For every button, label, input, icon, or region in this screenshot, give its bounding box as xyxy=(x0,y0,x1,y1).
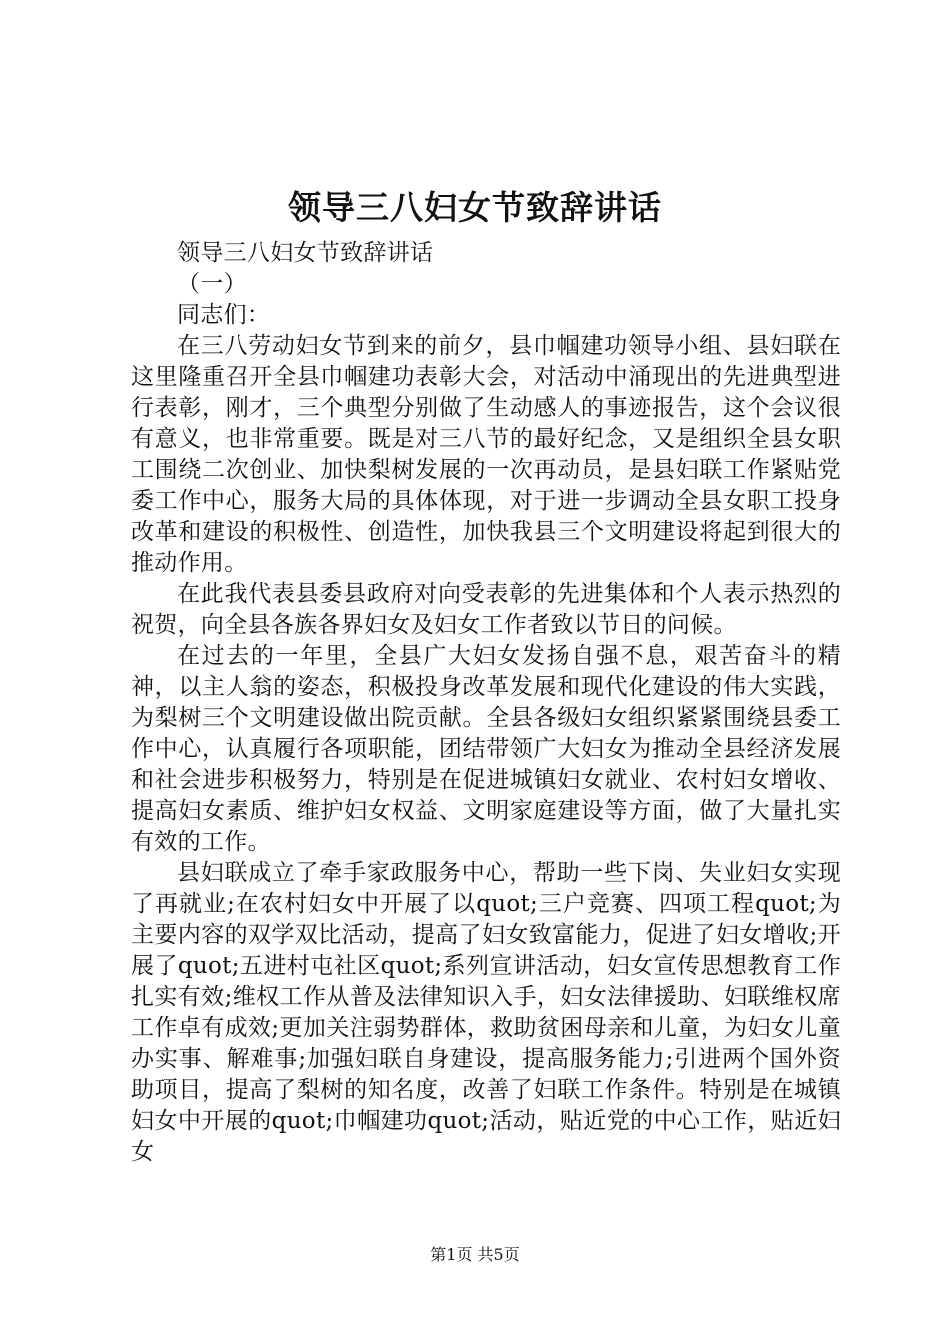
body-paragraph: 在三八劳动妇女节到来的前夕，县巾帼建功领导小组、县妇联在这里隆重召开全县巾帼建功表彰大会，对活动中涌现出的先进典型进行表彰，刚才，三个典型分别做了生动感人的事迹报告，这个会议很有意义，也非常重要。既是对三八节的最好纪念，又是组织全县女职工围绕二次创业、加快梨树发展的一次再动员，是县妇联工作紧贴党委工作中心，服务大局的具体体现，对于进一步调动全县女职工投身改革和建设的积极性、创造性，加快我县三个文明建设将起到很大的推动作用。 xyxy=(131,333,841,576)
salutation: 同志们： xyxy=(177,302,271,328)
page-number-footer: 第1页 共5页 xyxy=(430,1245,520,1264)
body-paragraph: 在过去的一年里，全县广大妇女发扬自强不息，艰苦奋斗的精神，以主人翁的姿态，积极投身改革发展和现代化建设的伟大实践，为梨树三个文明建设做出院贡献。全县各级妇女组织紧紧围绕县委工作中心，认真履行各项职能，团结带领广大妇女为推动全县经济发展和社会进步积极努力，特别是在促进城镇妇女就业、农村妇女增收、提高妇女素质、维护妇女权益、文明家庭建设等方面，做了大量扎实有效的工作。 xyxy=(131,643,841,855)
section-number: （一） xyxy=(177,271,247,297)
body-paragraph: 在此我代表县委县政府对向受表彰的先进集体和个人表示热烈的祝贺，向全县各族各界妇女及妇女工作者致以节日的问候。 xyxy=(131,581,841,638)
body-paragraph: 县妇联成立了牵手家政服务中心，帮助一些下岗、失业妇女实现了再就业;在农村妇女中开展了以quot;三户竞赛、四项工程quot;为主要内容的双学双比活动，提高了妇女致富能力，促进了妇女增收;开展了quot;五进村屯社区quot;系列宣讲活动，妇女宣传思想教育工作扎实有效;维权工作从普及法律知识入手，妇女法律援助、妇联维权席工作卓有成效;更加关注弱势群体，救助贫困母亲和儿童，为妇女儿童办实事、解难事;加强妇联自身建设，提高服务能力;引进两个国外资助项目，提高了梨树的知名度，改善了妇联工作条件。特别是在城镇妇女中开展的quot;巾帼建功quot;活动，贴近党的中心工作，贴近妇女 xyxy=(131,860,841,1165)
document-title: 领导三八妇女节致辞讲话 xyxy=(288,188,662,227)
document-body xyxy=(131,238,841,1168)
subtitle-line: 领导三八妇女节致辞讲话 xyxy=(177,240,434,266)
